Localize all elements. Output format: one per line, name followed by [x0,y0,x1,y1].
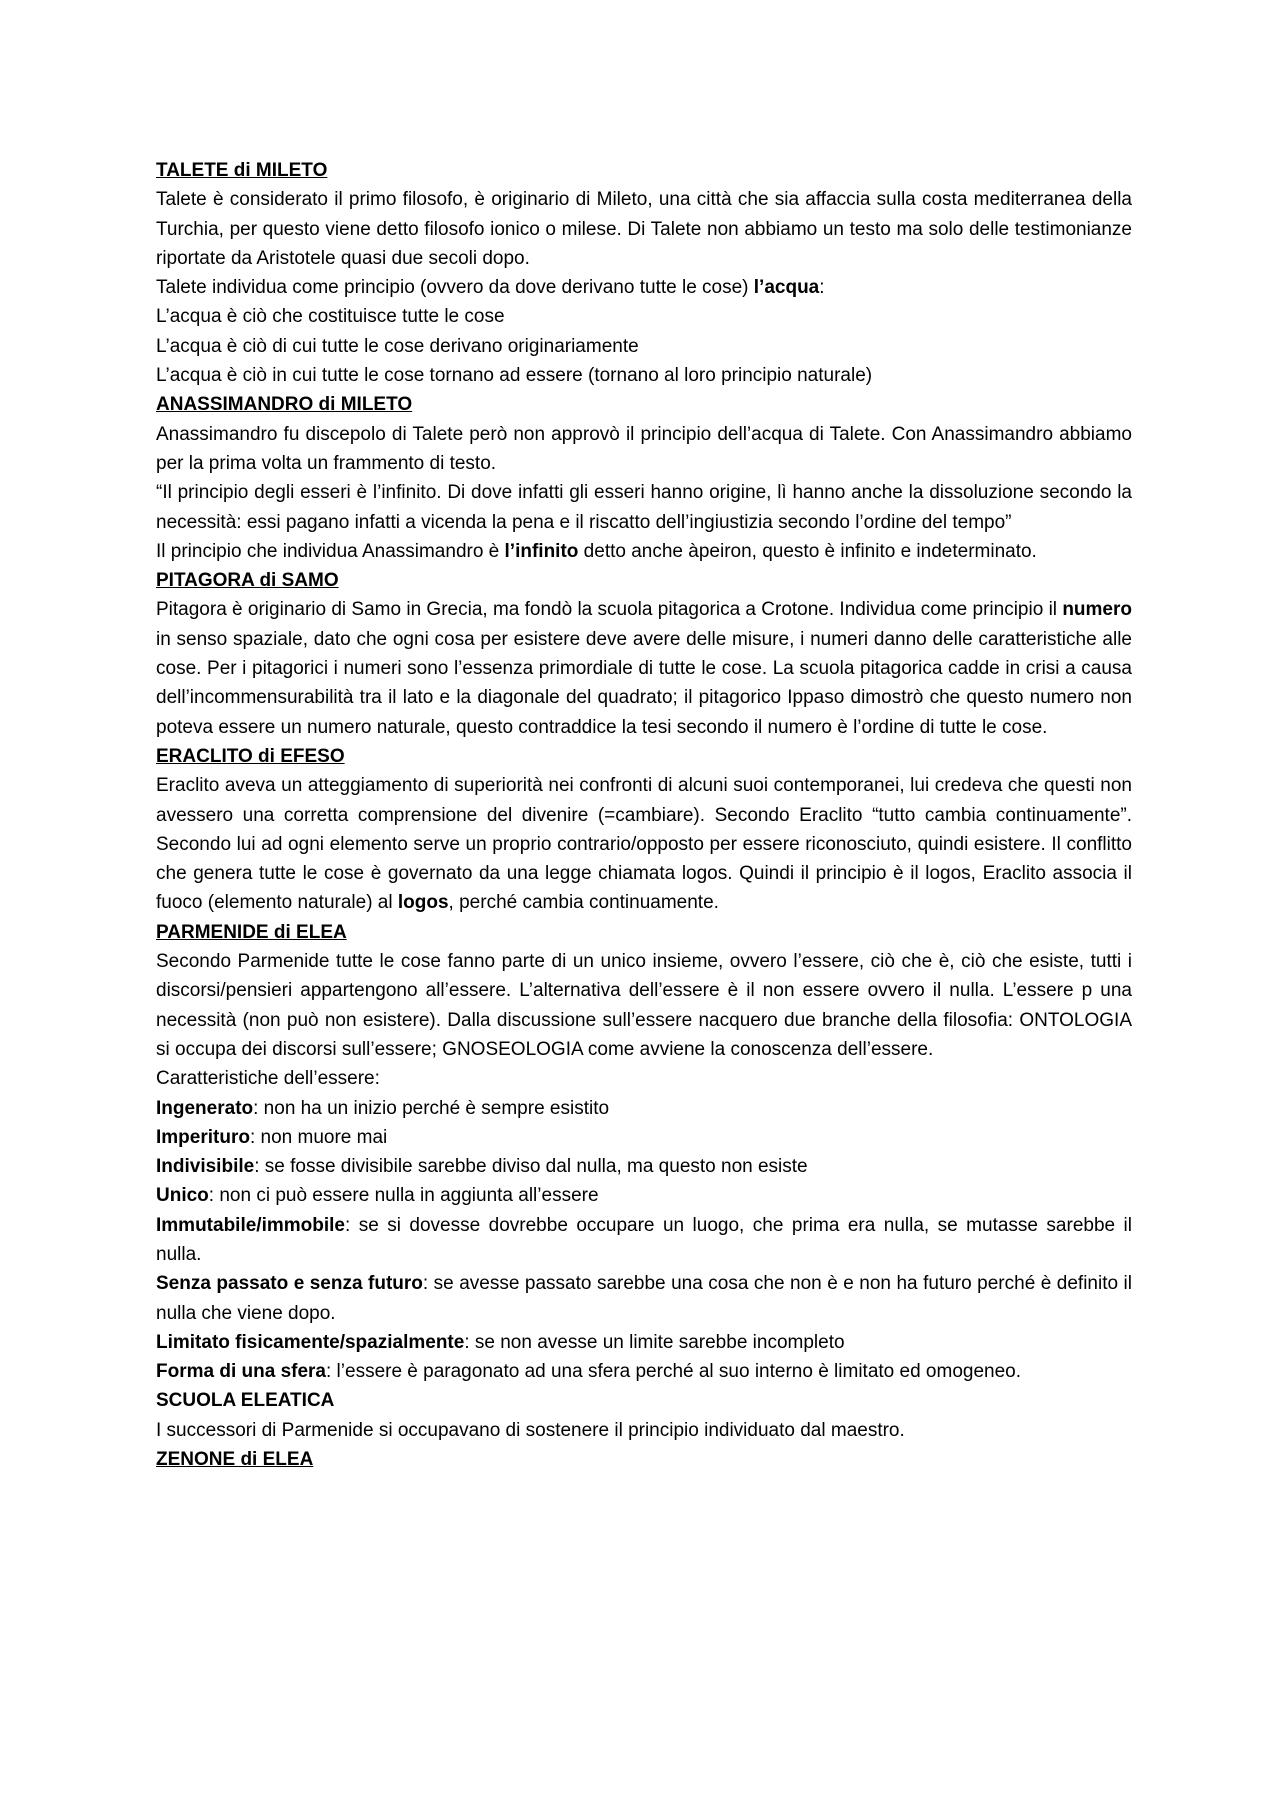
paragraph [156,771,1132,917]
bold-term: Immutabile/immobile [156,1214,345,1236]
paragraph-text: : non muore mai [249,1126,388,1148]
paragraph-text: Il principio che individua Anassimandro è [156,540,505,562]
paragraph-text: : l’essere è paragonato ad una sfera perché al suo interno è limitato ed omogeneo. [326,1361,1022,1383]
text-line: I successori di Parmenide si occupavano di sostenere il principio individuato dal maestro. [156,1419,905,1441]
section-heading: ZENONE di ELEA [156,1449,314,1471]
paragraph-text: Talete individua come principio (ovvero da dove derivano tutte le cose) [156,277,754,299]
section-heading: ERACLITO di EFESO [156,745,345,767]
bold-term: numero [1062,599,1132,621]
paragraph-text: Pitagora è originario di Samo in Grecia, ma fondò la scuola pitagorica a Crotone. Individua come principio il [156,599,1063,621]
paragraph-text: detto anche àpeiron, questo è infinito e indeterminato. [578,540,1037,562]
paragraph-text: in senso spaziale, dato che ogni cosa per esistere deve avere delle misure, i numeri danno delle caratteristiche alle cose. Per i pitagorici i numeri sono l’essenza primordiale di tutte le cose. La scuola pitagorica cadde in crisi a causa dell’incommensurabilità tra il lato e la diagonale del quadrato; il pitagorico Ippaso dimostrò che questo numero non poteva essere un numero naturale, questo contraddice la tesi secondo il numero è l’ordine di tutte le cose. [156,628,1132,738]
paragraph [156,1269,1132,1328]
text-line: L’acqua è ciò che costituisce tutte le cose [156,306,505,328]
section-heading: PARMENIDE di ELEA [156,921,347,943]
bold-term: logos [397,892,449,914]
paragraph-text: : non ha un inizio perché è sempre esistito [253,1097,610,1119]
paragraph [156,1094,1132,1123]
paragraph-text: : [819,277,825,299]
paragraph [156,1357,1132,1386]
bold-term: l’infinito [504,540,579,562]
section-heading: TALETE di MILETO [156,160,328,181]
document-body [156,156,1132,1474]
bold-term: Forma di una sfera [156,1361,326,1383]
paragraph-text: , perché cambia continuamente. [448,892,719,914]
bold-term: Limitato fisicamente/spazialmente [156,1331,465,1353]
bold-term: Indivisibile [156,1156,255,1178]
paragraph [156,595,1132,741]
bold-term: Imperituro [156,1126,250,1148]
section-heading: ANASSIMANDRO di MILETO [156,394,413,416]
bold-term: l’acqua [753,277,820,299]
paragraph [156,1123,1132,1152]
paragraph-text: : se fosse divisibile sarebbe diviso dal nulla, ma questo non esiste [254,1156,808,1178]
paragraph-text: : non ci può essere nulla in aggiunta all’essere [208,1185,599,1207]
paragraph: Talete è considerato il primo filosofo, è originario di Mileto, una città che sia affaccia sulla costa mediterranea della Turchia, per questo viene detto filosofo ionico o milese. Di Talete non abbiamo un testo ma solo delle testimonianze riportate da Aristotele quasi due secoli dopo. [156,189,1132,269]
paragraph [156,1152,1132,1181]
paragraph: Anassimandro fu discepolo di Talete però non approvò il principio dell’acqua di Talete. Con Anassimandro abbiamo per la prima volta un frammento di testo. [156,423,1132,474]
paragraph-text: : se avesse passato sarebbe una cosa che non è e non ha futuro perché è definito il nulla che viene dopo. [156,1273,1132,1324]
text-line: Caratteristiche dell’essere: [156,1068,380,1090]
paragraph [156,537,1132,566]
paragraph [156,1328,1132,1357]
text-line: L’acqua è ciò in cui tutte le cose tornano ad essere (tornano al loro principio naturale) [156,365,873,387]
section-heading: PITAGORA di SAMO [156,570,339,592]
paragraph: Secondo Parmenide tutte le cose fanno parte di un unico insieme, ovvero l’essere, ciò che è, ciò che esiste, tutti i discorsi/pensieri appartengono all’essere. L’alternativa dell’essere è il non essere ovvero il nulla. L’essere p una necessità (non può non esistere). Dalla discussione sull’essere nacquero due branche della filosofia: ONTOLOGIA si occupa dei discorsi sull’essere; GNOSEOLOGIA come avviene la conoscenza dell’essere. [156,951,1132,1060]
bold-term: Unico [156,1185,209,1207]
paragraph: “Il principio degli esseri è l’infinito. Di dove infatti gli esseri hanno origine, lì hanno anche la dissoluzione secondo la necessità: essi pagano infatti a vicenda la pena e il riscatto dell’ingiustizia secondo l’ordine del tempo” [156,482,1132,533]
paragraph-text: Eraclito aveva un atteggiamento di superiorità nei confronti di alcuni suoi contemporanei, lui credeva che questi non avessero una corretta comprensione del divenire (=cambiare). Secondo Eraclito “tutto cambia continuamente”. Secondo lui ad ogni elemento serve un proprio contrario/opposto per essere riconosciuto, quindi esistere. Il conflitto che genera tutte le cose è governato da una legge chiamata logos. Quindi il principio è il logos, Eraclito associa il fuoco (elemento naturale) al [156,775,1132,914]
bold-term: Ingenerato [156,1097,254,1119]
paragraph [156,273,1132,302]
section-heading: SCUOLA ELEATICA [156,1390,335,1412]
text-line: L’acqua è ciò di cui tutte le cose derivano originariamente [156,335,639,357]
paragraph-text: : se si dovesse dovrebbe occupare un luogo, che prima era nulla, se mutasse sarebbe il nulla. [156,1214,1132,1265]
bold-term: Senza passato e senza futuro [156,1273,423,1295]
paragraph-text: : se non avesse un limite sarebbe incompleto [464,1331,845,1353]
paragraph [156,1181,1132,1210]
paragraph [156,1211,1132,1270]
